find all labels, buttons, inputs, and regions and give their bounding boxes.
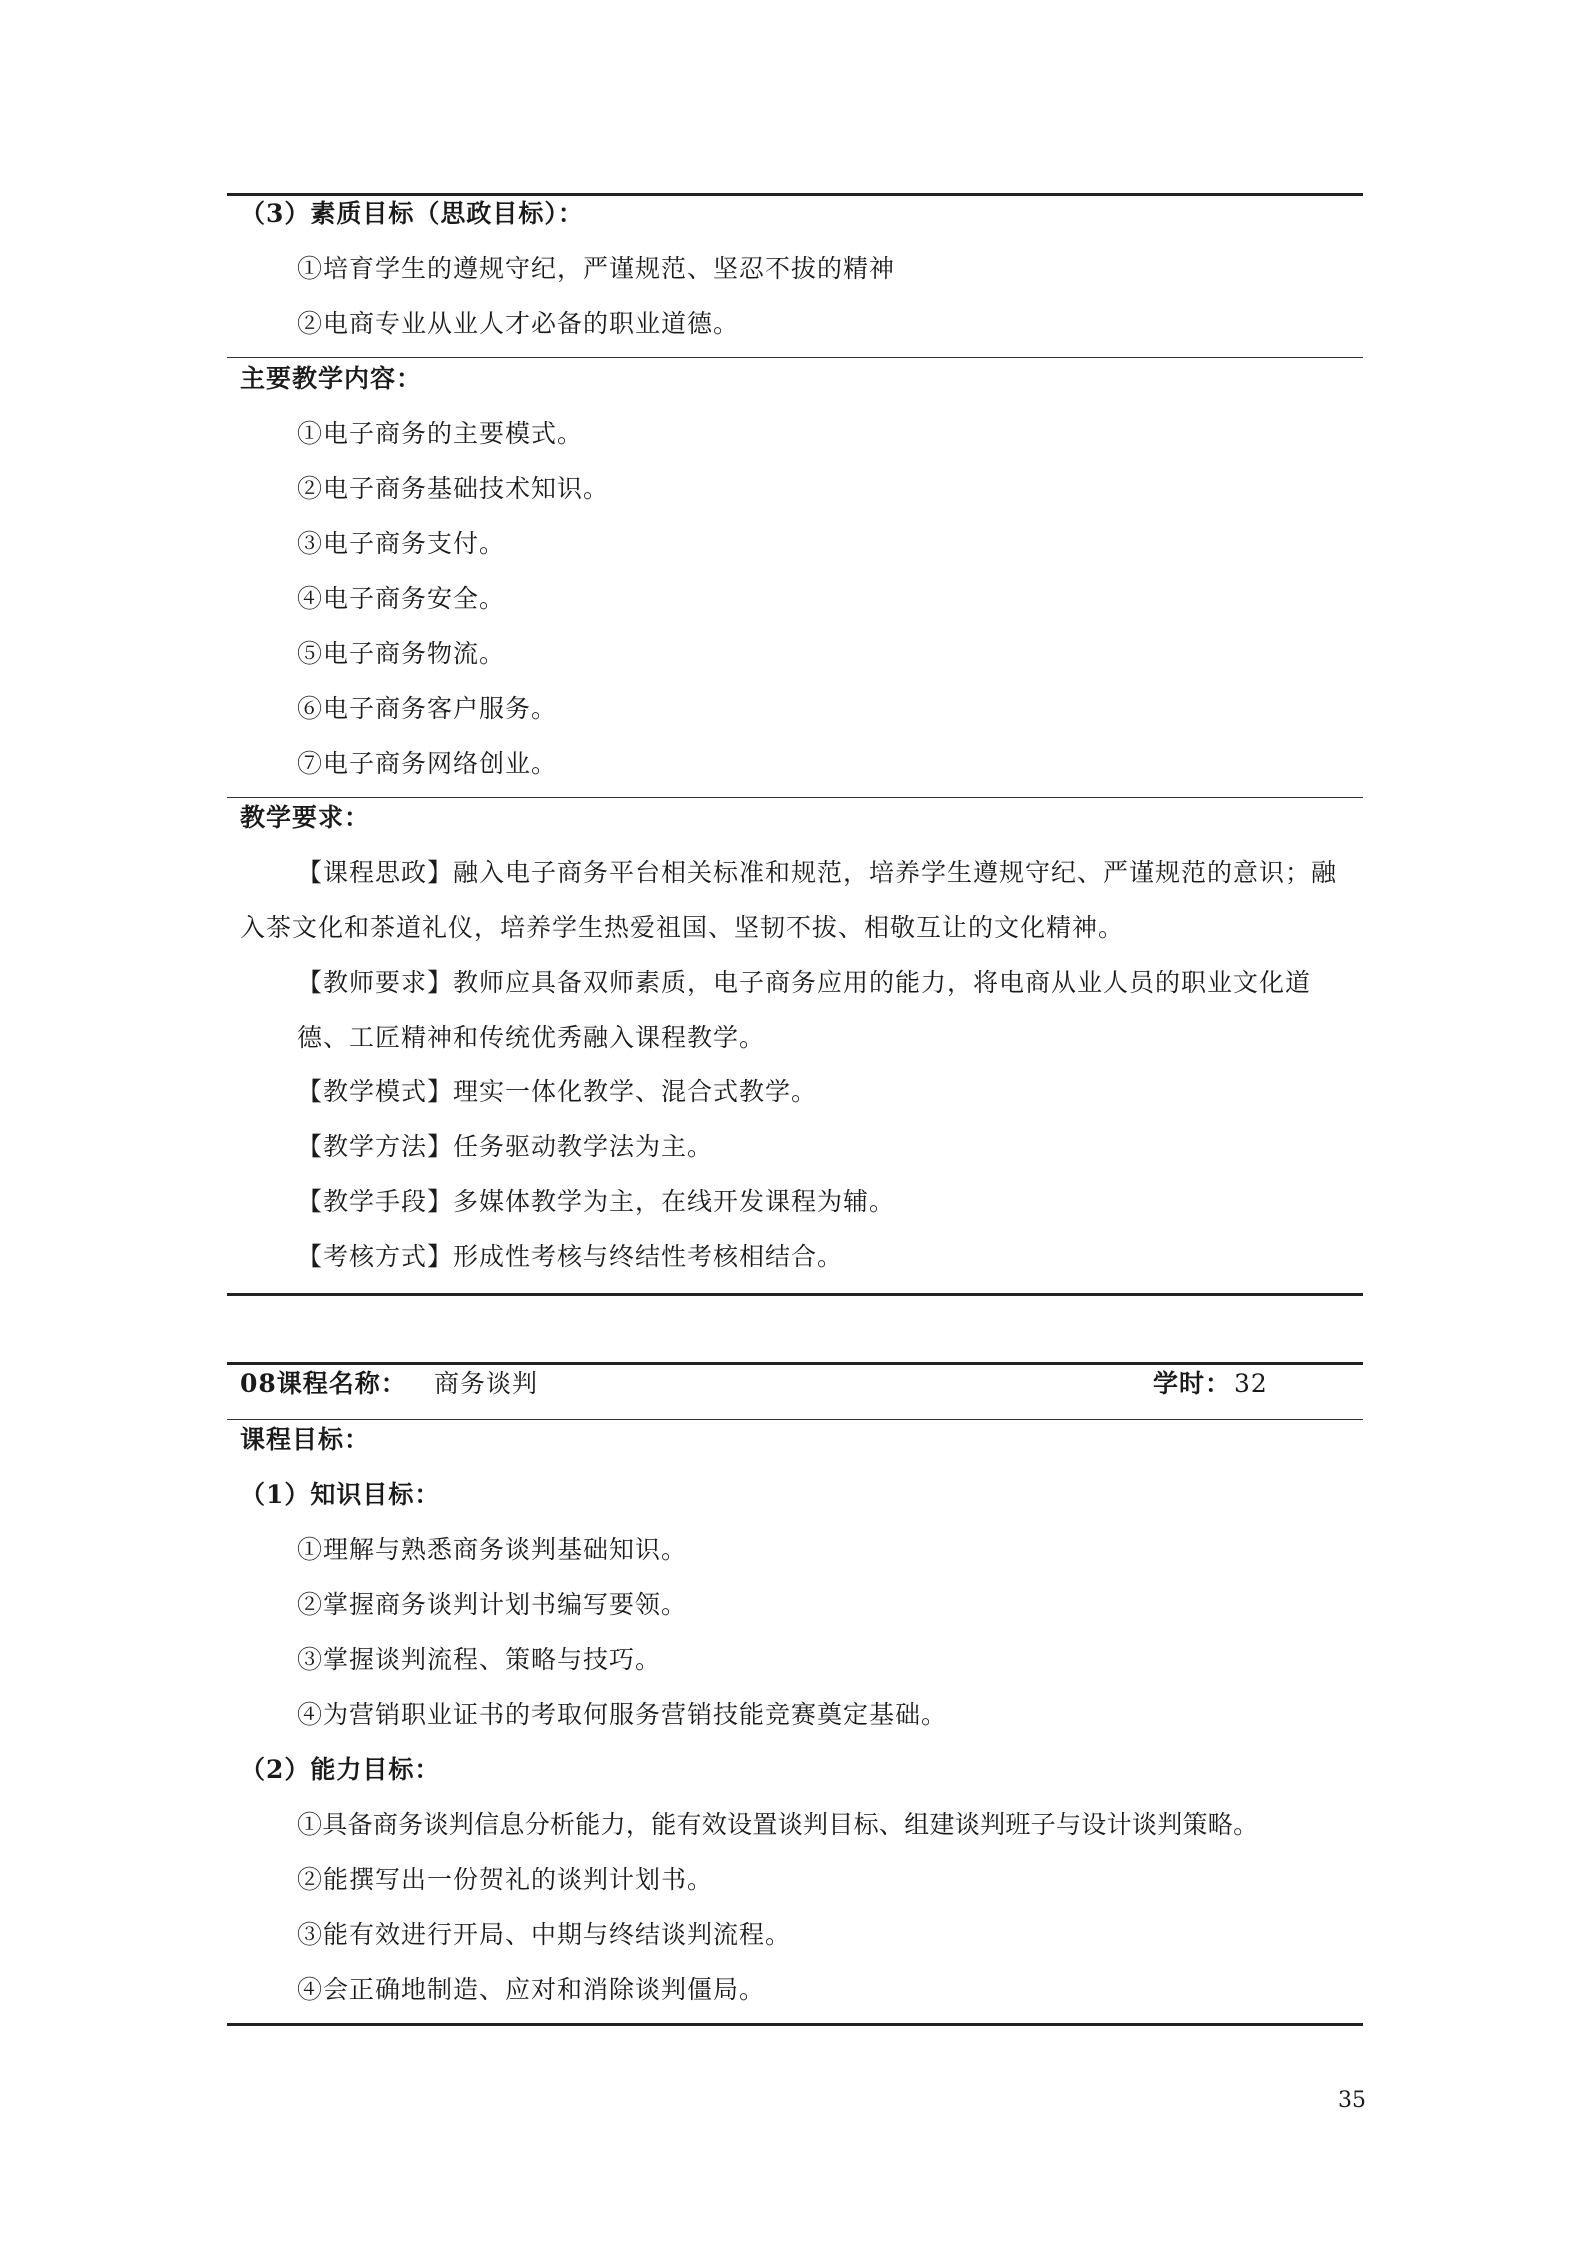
requirement-paragraph: 【教学模式】理实一体化教学、混合式教学。 [297,1077,818,1106]
content-item: ③电子商务支付。 [297,529,506,558]
knowledge-item: ①理解与熟悉商务谈判基础知识。 [297,1535,688,1564]
course-objectives-heading: 课程目标： [240,1425,371,1454]
requirement-paragraph: 【课程思政】融入电子商务平台相关标准和规范，培养学生遵规守纪、严谨规范的意识；融入茶文化和茶道礼仪，培养学生热爱祖国、坚韧不拔、相敬互让的文化精神。 [240,858,1338,942]
row-divider [227,357,1363,358]
knowledge-item: ②掌握商务谈判计划书编写要领。 [297,1590,688,1619]
requirement-paragraph: 【教学手段】多媒体教学为主，在线开发课程为辅。 [297,1187,896,1216]
requirement-paragraph: 【教师要求】教师应具备双师素质，电子商务应用的能力，将电商从业人员的职业文化道德、工匠精神和传统优秀融入课程教学。 [297,968,1312,1052]
row-divider [227,1419,1363,1420]
course-hours-value: 32 [1234,1369,1268,1398]
content-item: ①电子商务的主要模式。 [297,419,584,448]
content-item: ⑦电子商务网络创业。 [297,749,558,778]
knowledge-item: ④为营销职业证书的考取何服务营销技能竞赛奠定基础。 [297,1700,948,1729]
main-content-heading: 主要教学内容： [240,364,423,393]
row-divider [227,797,1363,798]
ability-item: ③能有效进行开局、中期与终结谈判流程。 [297,1920,792,1949]
knowledge-item: ③掌握谈判流程、策略与技巧。 [297,1645,662,1674]
content-item: ②电子商务基础技术知识。 [297,474,610,503]
course-hours-label: 学时： [1153,1369,1232,1398]
table-border-bottom [227,1293,1363,1296]
course-name-label: 08课程名称： [240,1369,407,1398]
ability-item: ②能撰写出一份贺礼的谈判计划书。 [297,1865,714,1894]
content-item: ⑥电子商务客户服务。 [297,694,558,723]
course-name-value: 商务谈判 [434,1369,539,1398]
requirement-paragraph: 【教学方法】任务驱动教学法为主。 [297,1132,714,1161]
content-item: ⑤电子商务物流。 [297,639,506,668]
requirements-heading: 教学要求： [240,803,371,832]
ability-item: ④会正确地制造、应对和消除谈判僵局。 [297,1975,766,2004]
table-border-bottom [227,2023,1363,2026]
page-number: 35 [1338,2088,1366,2113]
content-item: ④电子商务安全。 [297,584,506,613]
table-border-top [227,1362,1363,1365]
requirement-paragraph: 【考核方式】形成性考核与终结性考核相结合。 [297,1242,844,1271]
quality-item: ②电商专业从业人才必备的职业道德。 [297,309,740,338]
ability-item: ①具备商务谈判信息分析能力，能有效设置谈判目标、组建谈判班子与设计谈判策略。 [297,1810,1259,1839]
quality-objective-heading: （3）素质目标（思政目标）： [240,199,584,228]
ability-objective-heading: （2）能力目标： [240,1755,441,1784]
table-border-top [227,193,1363,196]
knowledge-objective-heading: （1）知识目标： [240,1480,441,1509]
quality-item: ①培育学生的遵规守纪，严谨规范、坚忍不拔的精神 [297,254,896,283]
